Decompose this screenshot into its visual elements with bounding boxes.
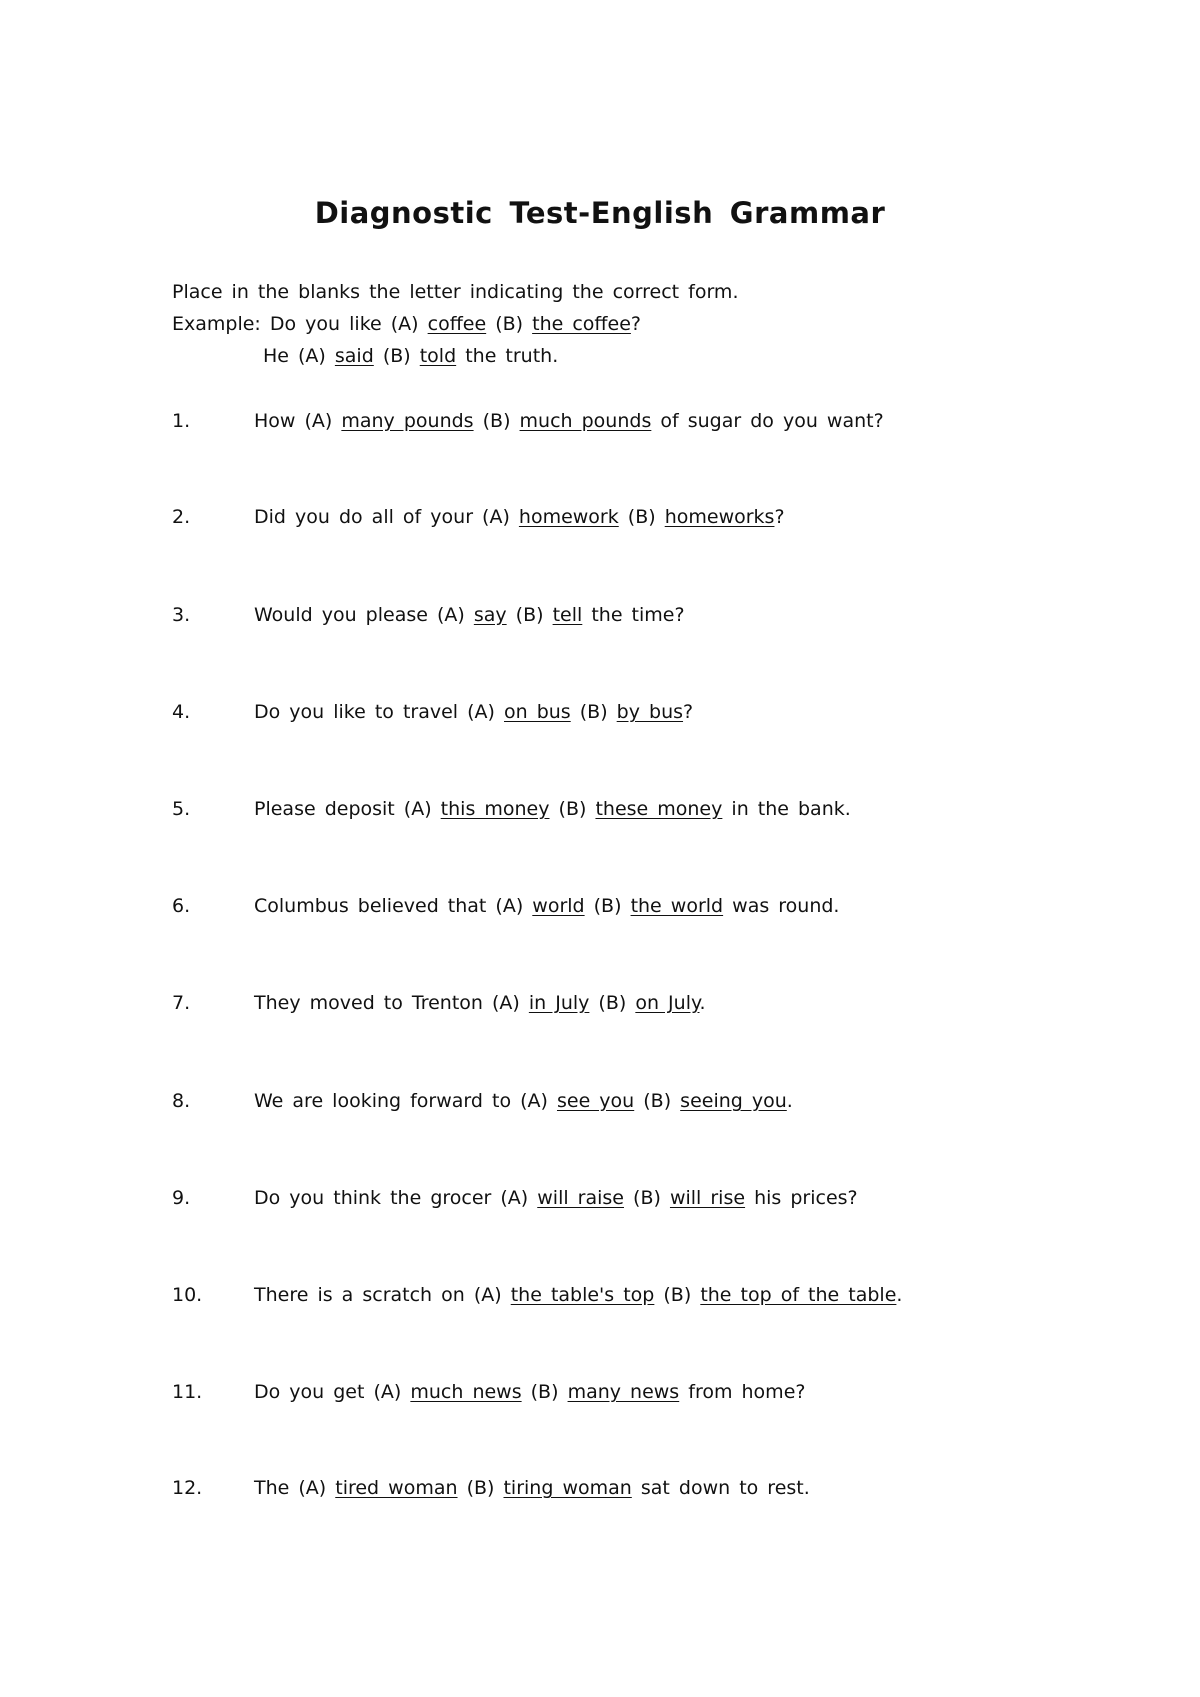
question-item xyxy=(172,895,839,917)
question-text-mid: (B) xyxy=(589,992,636,1014)
question-text-post: the time? xyxy=(582,604,685,626)
question-text-post: sat down to rest. xyxy=(631,1477,810,1499)
question-text-pre: Do you get (A) xyxy=(254,1381,411,1403)
example-2-option-a: said xyxy=(334,345,374,367)
question-option-b: the world xyxy=(630,895,724,917)
question-text-pre: The (A) xyxy=(254,1477,336,1499)
question-number: 2. xyxy=(172,506,191,528)
question-text-mid: (B) xyxy=(549,798,596,820)
question-number: 12. xyxy=(172,1477,203,1499)
question-number: 7. xyxy=(172,992,191,1014)
question-number: 4. xyxy=(172,701,191,723)
question-option-b: tiring woman xyxy=(503,1477,632,1499)
question-text-post: ? xyxy=(774,506,785,528)
question-text-post: . xyxy=(896,1284,903,1306)
example-2-mid: (B) xyxy=(373,345,420,367)
question-text-mid: (B) xyxy=(634,1090,681,1112)
question-option-a: this money xyxy=(440,798,550,820)
question-item xyxy=(172,1381,805,1403)
question-text-pre: They moved to Trenton (A) xyxy=(254,992,529,1014)
question-option-b: these money xyxy=(595,798,723,820)
question-option-a: the table's top xyxy=(510,1284,655,1306)
example-2-post: the truth. xyxy=(456,345,559,367)
question-item xyxy=(172,701,693,723)
question-text-post: was round. xyxy=(723,895,840,917)
question-text-pre: Columbus believed that (A) xyxy=(254,895,533,917)
page-title: Diagnostic Test-English Grammar xyxy=(314,196,886,230)
question-option-b: will rise xyxy=(669,1187,746,1209)
question-option-a: say xyxy=(473,604,507,626)
question-item xyxy=(172,604,685,626)
example-1-option-b: the coffee xyxy=(532,313,631,335)
question-text-pre: Do you like to travel (A) xyxy=(254,701,504,723)
question-text-pre: Would you please (A) xyxy=(254,604,474,626)
question-text-mid: (B) xyxy=(624,1187,670,1209)
question-option-b: by bus xyxy=(616,701,684,723)
question-option-a: world xyxy=(532,895,585,917)
question-option-a: much news xyxy=(410,1381,522,1403)
question-text-pre: We are looking forward to (A) xyxy=(254,1090,557,1112)
question-text-pre: Do you think the grocer (A) xyxy=(254,1187,538,1209)
question-text-mid: (B) xyxy=(618,506,665,528)
question-text-post: . xyxy=(786,1090,793,1112)
question-text-mid: (B) xyxy=(584,895,631,917)
question-text-mid: (B) xyxy=(521,1381,568,1403)
question-item xyxy=(172,1477,810,1499)
question-number: 1. xyxy=(172,410,191,432)
example-1-mid: (B) xyxy=(486,313,533,335)
question-option-b: seeing you xyxy=(680,1090,787,1112)
question-item xyxy=(172,410,884,432)
example-line-2 xyxy=(263,345,558,367)
example-label: Example: xyxy=(172,313,261,335)
question-item xyxy=(172,1187,858,1209)
question-text-mid: (B) xyxy=(457,1477,504,1499)
example-2-pre: He (A) xyxy=(263,345,335,367)
question-option-b: homeworks xyxy=(664,506,775,528)
question-number: 3. xyxy=(172,604,191,626)
question-option-a: many pounds xyxy=(341,410,474,432)
question-option-b: many news xyxy=(567,1381,680,1403)
question-text-mid: (B) xyxy=(473,410,520,432)
question-item xyxy=(172,1284,902,1306)
question-item xyxy=(172,798,851,820)
question-text-mid: (B) xyxy=(570,701,617,723)
question-text-post: . xyxy=(699,992,706,1014)
question-option-a: see you xyxy=(556,1090,635,1112)
question-text-post: in the bank. xyxy=(722,798,851,820)
question-option-a: on bus xyxy=(504,701,571,723)
question-text-pre: Please deposit (A) xyxy=(254,798,441,820)
question-text-pre: Did you do all of your (A) xyxy=(254,506,519,528)
question-item xyxy=(172,992,706,1014)
question-number: 11. xyxy=(172,1381,203,1403)
question-text-post: from home? xyxy=(679,1381,806,1403)
question-option-b: on July xyxy=(635,992,700,1014)
question-text-pre: How (A) xyxy=(254,410,342,432)
question-option-a: homework xyxy=(518,506,619,528)
question-text-post: his prices? xyxy=(745,1187,858,1209)
example-1-post: ? xyxy=(630,313,641,335)
example-1-pre: Do you like (A) xyxy=(269,313,428,335)
question-option-b: the top of the table xyxy=(700,1284,897,1306)
question-text-pre: There is a scratch on (A) xyxy=(254,1284,511,1306)
question-text-mid: (B) xyxy=(506,604,553,626)
question-number: 10. xyxy=(172,1284,203,1306)
question-option-b: much pounds xyxy=(519,410,652,432)
question-item xyxy=(172,1090,793,1112)
question-option-a: in July xyxy=(528,992,590,1014)
question-option-a: tired woman xyxy=(335,1477,458,1499)
example-1-option-a: coffee xyxy=(427,313,487,335)
question-text-post: ? xyxy=(683,701,694,723)
instructions-text: Place in the blanks the letter indicating the correct form. xyxy=(172,281,739,303)
question-number: 5. xyxy=(172,798,191,820)
question-item xyxy=(172,506,785,528)
question-number: 6. xyxy=(172,895,191,917)
example-2-option-b: told xyxy=(419,345,457,367)
question-option-b: tell xyxy=(552,604,583,626)
example-line-1 xyxy=(172,313,641,335)
question-text-post: of sugar do you want? xyxy=(651,410,884,432)
question-number: 9. xyxy=(172,1187,191,1209)
question-text-mid: (B) xyxy=(654,1284,701,1306)
question-number: 8. xyxy=(172,1090,191,1112)
question-option-a: will raise xyxy=(537,1187,624,1209)
